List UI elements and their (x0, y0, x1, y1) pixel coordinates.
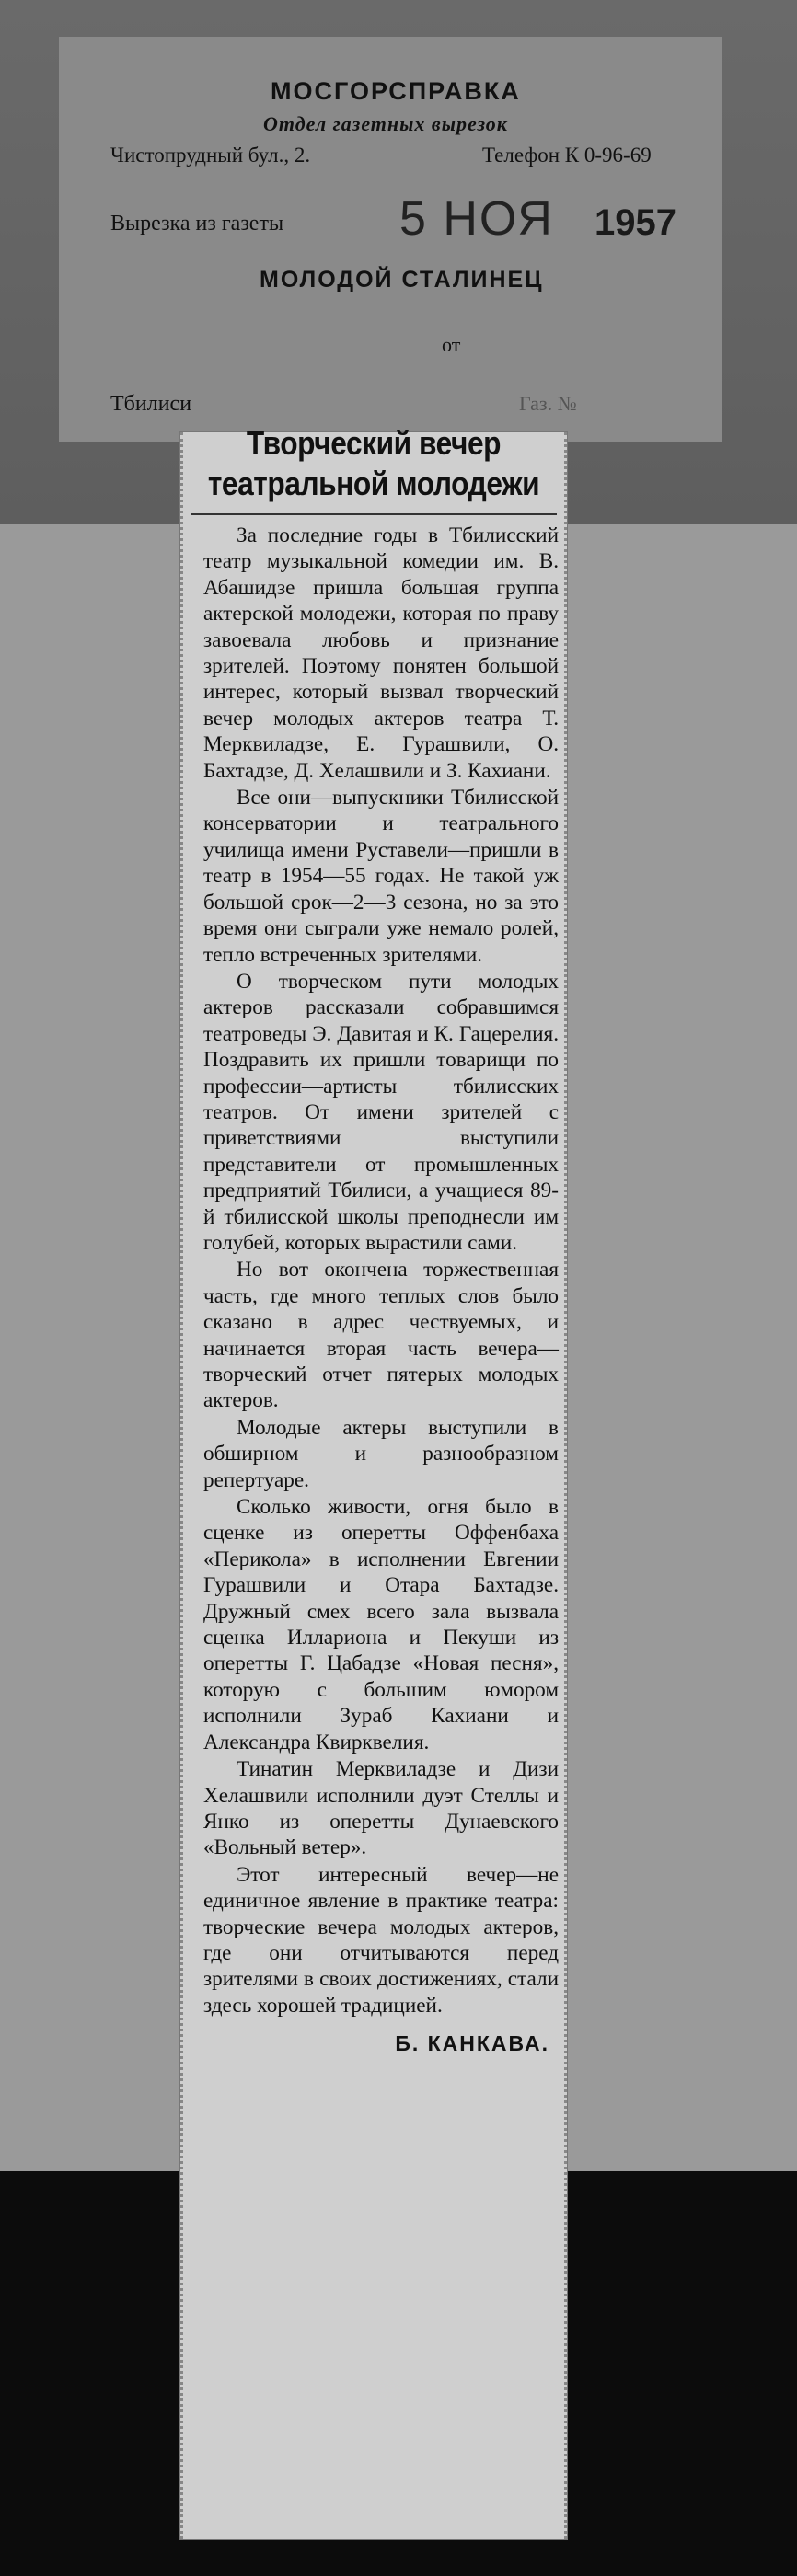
article-paragraph: Но вот окончена торжественная часть, где много теплых слов было сказано в адрес чествуемых, и начинается вторая часть вечера—творческий отчет пятерых молодых актеров. (203, 1258, 559, 1413)
article-title-line-1: Творческий вечер (246, 424, 502, 462)
phone: Телефон К 0-96-69 (482, 144, 652, 167)
department-name: Отдел газетных вырезок (263, 112, 508, 135)
clipping-service-card (59, 37, 722, 442)
article-paragraph: Этот интересный вечер—не единичное явление в практике театра: творческие вечера молодых актеров, где они отчитываются перед зрителями в своих достижениях, стали здесь хорошей традицией. (203, 1862, 559, 2018)
bureau-name: МОСГОРСПРАВКА (271, 77, 521, 105)
author-byline: Б. КАНКАВА. (395, 2031, 549, 2056)
year-stamp: 1957 (595, 202, 676, 243)
newspaper-clipping (180, 424, 567, 2539)
article-body (183, 523, 564, 2018)
date-stamp: 5 НОЯ (399, 192, 554, 246)
article-paragraph: Все они—выпускники Тбилисской консерватории и театрального училища имени Руставели—пришли в театр в 1954—55 годах. Не такой уж большой срок—2—3 сезона, но за это время они сыграли уже немало ролей, тепло встреченных зрителями. (203, 786, 559, 967)
article-title-line-2: театральной молодежи (207, 465, 540, 502)
issue-label: Газ. № (519, 392, 577, 415)
from-label: от (442, 333, 461, 356)
article-paragraph: Молодые актеры выступили в обширном и разнообразном репертуаре. (203, 1415, 559, 1492)
article-paragraph: Сколько живости, огня было в сценке из оперетты Оффенбаха «Перикола» в исполнении Евгении Гурашвили и Отара Бахтадзе. Дружный смех всего зала вызвала сценка Иллариона и Пекуши из оперетты Г. Цабадзе «Новая песня», которую с большим юмором исполнили Зураб Кахиани и Александра Квирквелия. (203, 1495, 559, 1754)
newspaper-name: МОЛОДОЙ СТАЛИНЕЦ (260, 267, 544, 293)
clipping-from-label: Вырезка из газеты (110, 212, 284, 236)
article-paragraph: О творческом пути молодых актеров рассказали собравшимся театроведы Э. Давитая и К. Гацерелия. Поздравить их пришли товарищи по профессии—артисты тбилисских театров. От имени зрителей с приветствиями выступили представители от промышленных предприятий Тбилиси, а учащиеся 89-й тбилисской школы преподнесли им голубей, которых вырастили сами. (203, 969, 559, 1255)
article-paragraph: За последние годы в Тбилисский театр музыкальной комедии им. В. Абашидзе пришла большая группа актерской молодежи, которая по праву завоевала любовь и признание зрителей. Поэтому понятен большой интерес, который вызвал творческий вечер молодых актеров театра Т. Мерквиладзе, Е. Гурашвили, О. Бахтадзе, Д. Хелашвили и З. Кахиани. (203, 523, 559, 783)
city-label: Тбилиси (110, 392, 192, 416)
address: Чистопрудный бул., 2. (110, 144, 311, 167)
article-paragraph: Тинатин Мерквиладзе и Дизи Хелашвили исполнили дуэт Стеллы и Янко из оперетты Дунаевского «Вольный ветер». (203, 1757, 559, 1860)
article-title (206, 424, 541, 504)
title-divider (191, 513, 557, 515)
